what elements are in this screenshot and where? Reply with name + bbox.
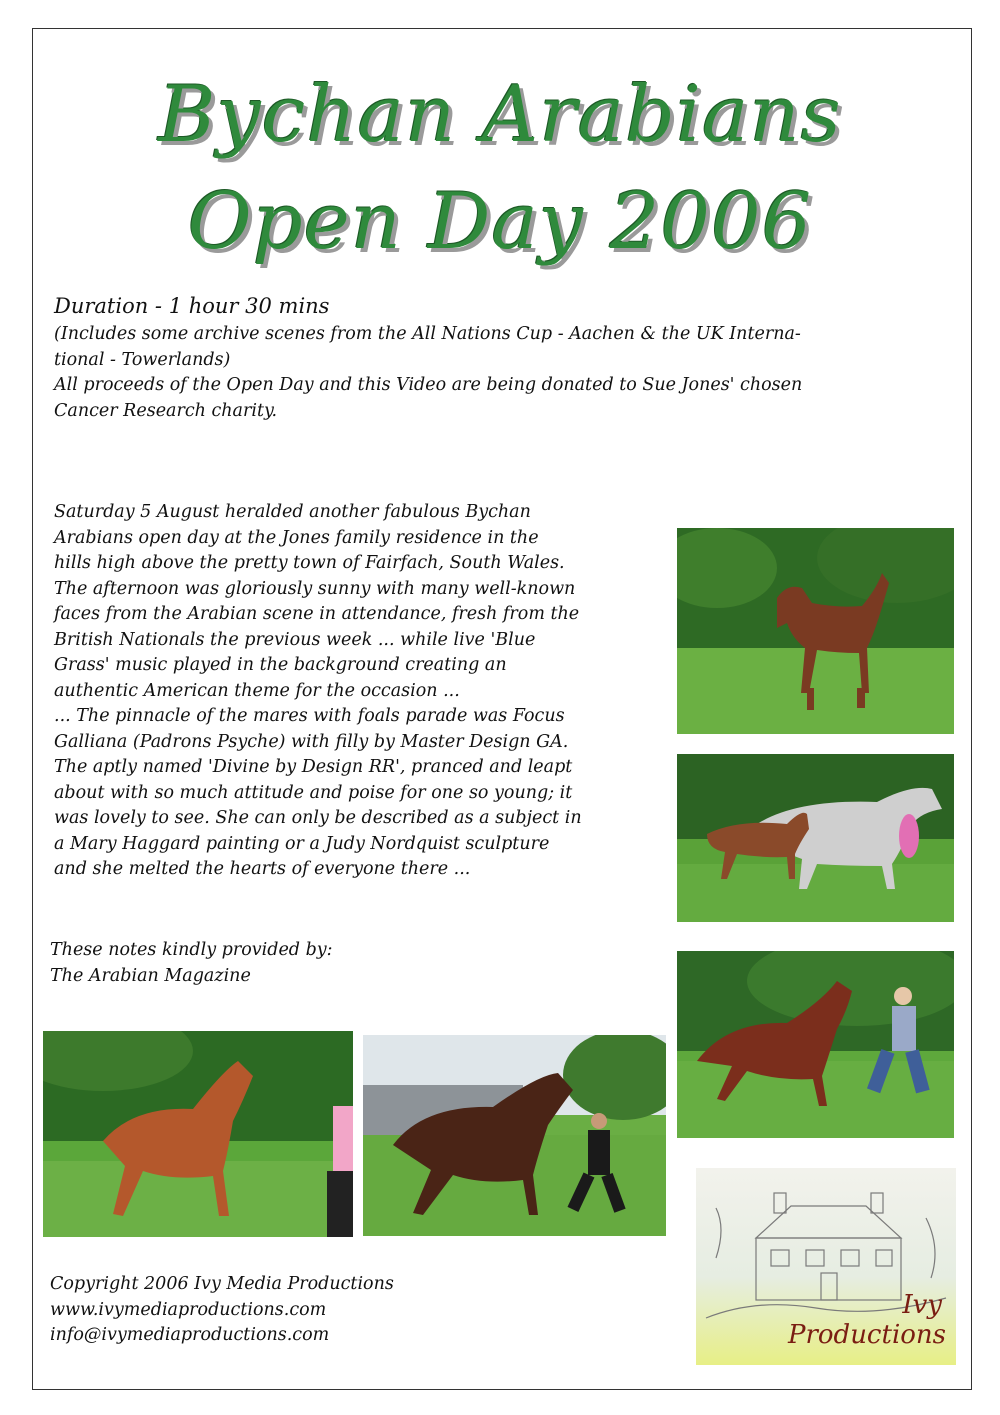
story-paragraph — [54, 500, 684, 883]
story-line: Grass' music played in the background creating an — [54, 655, 507, 675]
photo-chestnut-mare — [43, 1031, 353, 1237]
story-line: Galliana (Padrons Psyche) with filly by Master Design GA. — [54, 731, 569, 752]
page-title-line-2: Open Day 2006 — [187, 177, 813, 267]
story-line: about with so much attitude and poise for one so young; it — [54, 782, 573, 803]
ivy-productions-logo — [696, 1168, 956, 1365]
credits-source: The Arabian Magazine — [50, 965, 251, 986]
info-line: tional - Towerlands) — [54, 349, 231, 370]
info-paragraph — [54, 322, 934, 424]
story-line: authentic American theme for the occasion ... — [54, 680, 460, 701]
logo-line-2: Productions — [787, 1320, 946, 1350]
story-line: The aptly named 'Divine by Design RR', pranced and leapt — [54, 757, 573, 777]
logo-line-1: Ivy — [902, 1290, 942, 1320]
copyright-block — [50, 1272, 470, 1349]
credits-line: These notes kindly provided by: — [50, 940, 333, 960]
info-line: Cancer Research charity. — [54, 400, 278, 421]
story-line: British Nationals the previous week ... while live 'Blue — [54, 629, 536, 650]
info-line: (Includes some archive scenes from the All Nations Cup - Aachen & the UK Interna- — [54, 324, 801, 344]
story-line: was lovely to see. She can only be described as a subject in — [54, 808, 582, 828]
story-line: Arabians open day at the Jones family residence in the — [54, 527, 539, 548]
story-line: and she melted the hearts of everyone there ... — [54, 859, 471, 879]
photo-bay-horse — [363, 1035, 666, 1236]
copyright-line: Copyright 2006 Ivy Media Productions — [50, 1274, 394, 1294]
credits-notes — [50, 938, 450, 989]
photo-foal — [677, 528, 954, 734]
story-line: The afternoon was gloriously sunny with many well-known — [54, 578, 576, 599]
story-line: a Mary Haggard painting or a Judy Nordquist sculpture — [54, 833, 550, 854]
info-line: All proceeds of the Open Day and this Video are being donated to Sue Jones' chosen — [54, 375, 803, 395]
page-title-line-1: Bychan Arabians — [158, 70, 842, 160]
story-line: ... The pinnacle of the mares with foals parade was Focus — [54, 706, 565, 726]
story-line: Saturday 5 August heralded another fabulous Bychan — [54, 502, 531, 522]
story-line: faces from the Arabian scene in attendance, fresh from the — [54, 604, 580, 624]
website-link: www.ivymediaproductions.com — [50, 1299, 327, 1320]
photo-mare-and-foal — [677, 754, 954, 922]
email-link: info@ivymediaproductions.com — [50, 1325, 330, 1345]
story-line: hills high above the pretty town of Fairfach, South Wales. — [54, 553, 565, 573]
photo-chestnut-with-handler — [677, 951, 954, 1138]
duration-text: Duration - 1 hour 30 mins — [54, 294, 330, 318]
